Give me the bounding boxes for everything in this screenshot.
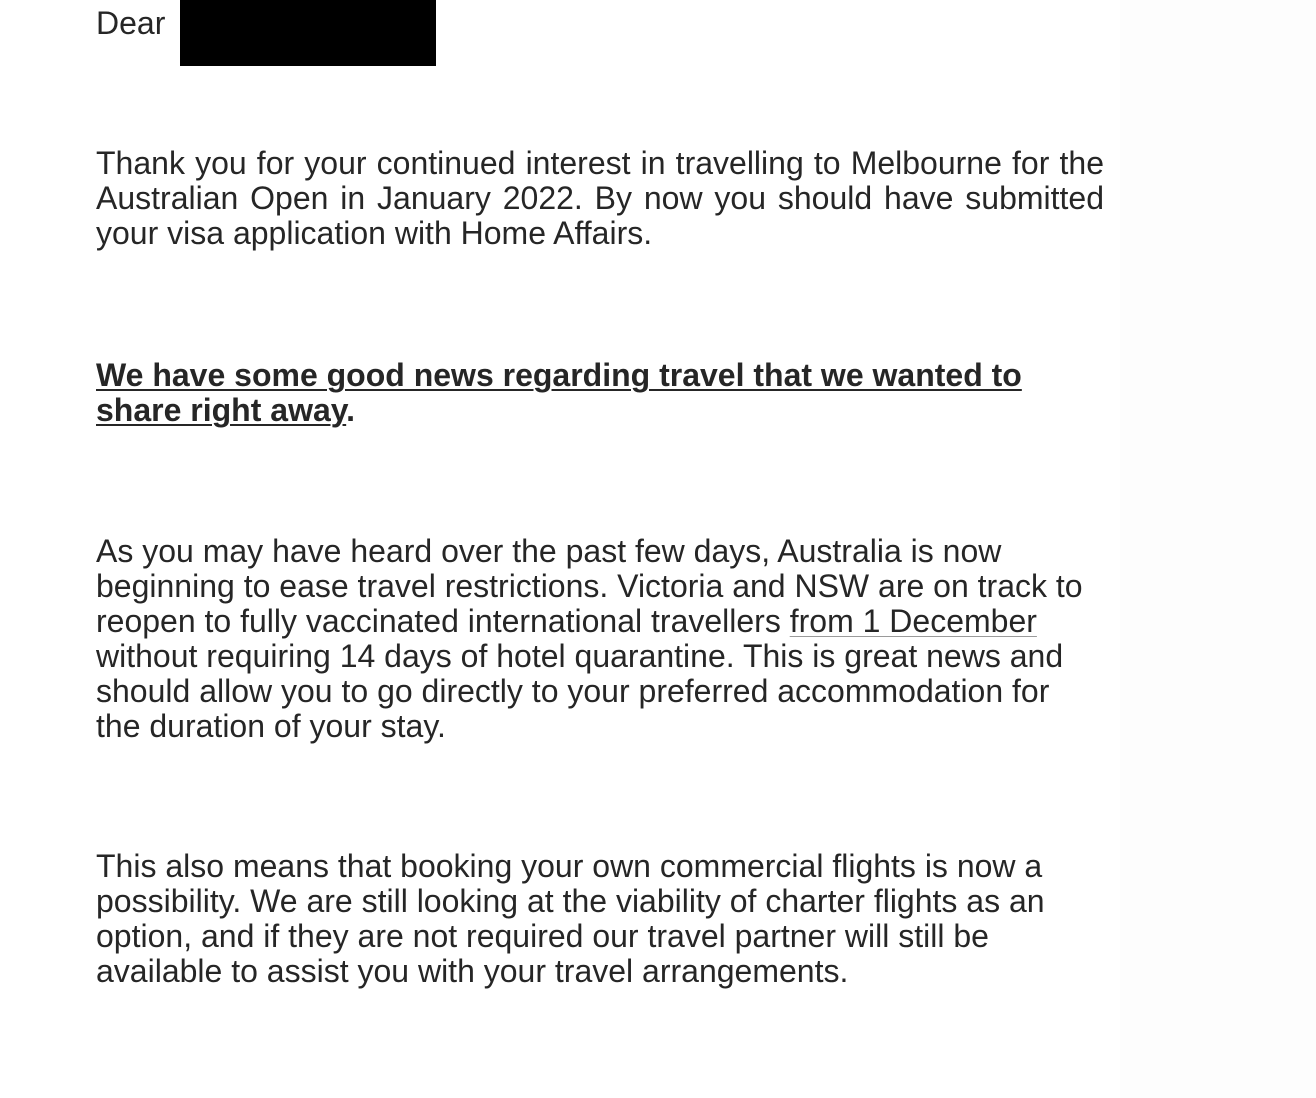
travel-restrictions-paragraph <box>96 534 1096 744</box>
redacted-name-block <box>180 0 436 66</box>
intro-paragraph: Thank you for your continued interest in travelling to Melbourne for the Australian Open in January 2022. By now you should have submitted your visa application with Home Affairs. <box>96 145 1104 251</box>
good-news-headline <box>96 358 1096 428</box>
headline-period: . <box>346 392 356 428</box>
salutation: Dear <box>96 5 166 41</box>
reopen-date-link[interactable]: from 1 December <box>789 603 1037 639</box>
headline-underlined-text: We have some good news regarding travel that we wanted to share right away <box>96 357 1022 428</box>
restrictions-text-start: As you may have heard over the past few days, Australia is now beginning to ease travel restrictions. Victoria and NSW are on track to reopen to fully vaccinated international travellers <box>96 533 1083 639</box>
commercial-flights-paragraph: This also means that booking your own commercial flights is now a possibility. We are still looking at the viability of charter flights as an option, and if they are not required our travel partner will still be available to assist you with your travel arrangements. <box>96 848 1045 989</box>
restrictions-text-end: without requiring 14 days of hotel quarantine. This is great news and should allow you to go directly to your preferred accommodation for the duration of your stay. <box>96 638 1064 744</box>
greeting-line <box>96 6 165 66</box>
page-margin-shade <box>1120 0 1316 1098</box>
